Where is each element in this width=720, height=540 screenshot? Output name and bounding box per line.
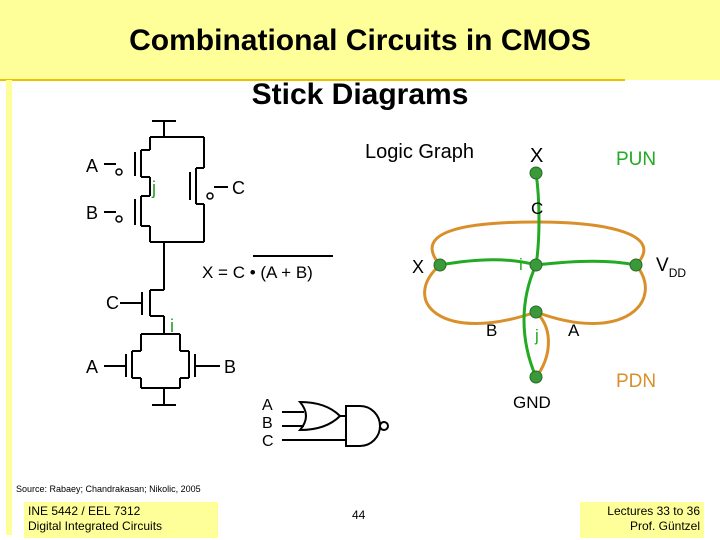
graph-label-a: A [568,321,580,340]
footer-professor: Prof. Güntzel [629,519,700,533]
footer-lecture-box [580,502,704,538]
graph-node-j: j [535,326,539,345]
gate-input-b: B [262,415,273,432]
schematic-label-b-top: B [86,203,99,223]
node-x-left [434,259,446,271]
graph-label-pun: PUN [616,149,657,170]
boolean-equation: X = C • (A + B) [202,263,313,282]
gate-input-a: A [262,397,273,414]
pdn-edges [425,222,646,377]
schematic-label-c-top: C [232,178,245,198]
graph-node-x-top: X [530,145,544,167]
schematic-label-a-top: A [86,156,99,176]
schematic-label-a-bottom: A [86,357,99,377]
node-vdd [630,259,642,271]
bubble-pmos-b [116,216,122,222]
graph-node-vdd: $V_{DD}$ [656,255,687,280]
slide-title: Combinational Circuits in CMOS [129,24,591,57]
schematic-label-c-bottom: C [106,293,119,313]
footer-course-code: INE 5442 / EEL 7312 [28,504,141,518]
source-citation: Source: Rabaey; Chandrakasan; Nikolic, 2005 [16,484,201,494]
graph-label-c: C [531,199,544,218]
footer-course-box [24,502,218,538]
graph-node-gnd: GND [513,393,551,412]
graph-node-x-left: X [412,257,425,277]
schematic-label-j: j [152,178,156,198]
graph-label-b: B [486,321,498,340]
gate-input-c: C [262,433,274,450]
node-j [530,306,542,318]
bubble-pmos-c [207,193,213,199]
schematic-label-b-bottom: B [224,357,237,377]
gate-symbol [282,402,388,446]
node-x-top [530,167,542,179]
graph-node-i: i [519,255,523,274]
slide-subtitle: Stick Diagrams [251,78,469,111]
schematic-label-i: i [170,316,174,336]
footer-course-name: Digital Integrated Circuits [28,519,163,533]
node-gnd [530,371,542,383]
bubble-pmos-a [116,169,122,175]
logic-graph-label: Logic Graph [365,141,474,163]
node-i [530,259,542,271]
graph-label-pdn: PDN [616,371,657,392]
footer-lectures: Lectures 33 to 36 [607,504,700,518]
page-number: 44 [352,508,366,522]
